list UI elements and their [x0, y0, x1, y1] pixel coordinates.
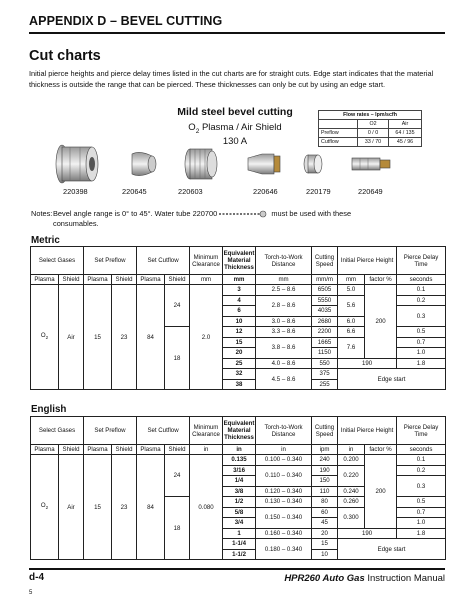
unit-cell: Plasma	[31, 275, 59, 285]
twd-cell: 4.5 – 8.6	[256, 369, 312, 390]
header-minimum-clearance: Minimum Clearance	[190, 247, 223, 275]
thickness-cell: 3/8	[223, 486, 256, 497]
unit-cell: mm	[190, 275, 223, 285]
speed-cell: 10	[312, 549, 338, 560]
edge-start-cell: Edge start	[338, 539, 446, 560]
header-set-preflow: Set Preflow	[84, 247, 137, 275]
thickness-cell: 38	[223, 379, 256, 390]
pierce-height-cell: 190	[338, 528, 397, 539]
header-set-preflow: Set Preflow	[84, 417, 137, 445]
flow-header-cell	[319, 120, 358, 129]
part-number: 220645	[122, 187, 147, 196]
shield-gas: Air	[59, 455, 84, 560]
pierce-delay-cell: 0.2	[397, 465, 446, 476]
part-number: 220398	[63, 187, 88, 196]
flow-cell: 45 / 96	[389, 138, 422, 147]
preflow-shield: 23	[112, 285, 137, 390]
pierce-delay-cell: 0.7	[397, 507, 446, 518]
thickness-cell: 3	[223, 285, 256, 296]
pierce-delay-cell: 1.8	[397, 528, 446, 539]
speed-cell: 240	[312, 455, 338, 466]
pierce-delay-cell: 1.0	[397, 348, 446, 359]
speed-cell: 15	[312, 539, 338, 550]
minimum-clearance: 2.0	[190, 285, 223, 390]
flow-cell: 64 / 135	[389, 129, 422, 138]
thickness-cell: 1	[223, 528, 256, 539]
header-equivalent-thickness: Equivalent Material Thickness	[223, 417, 256, 445]
english-cut-chart	[30, 416, 446, 560]
thickness-cell: 5/8	[223, 507, 256, 518]
header-set-cutflow: Set Cutflow	[137, 417, 190, 445]
speed-cell: 80	[312, 497, 338, 508]
cutflow-plasma: 84	[137, 285, 165, 390]
pierce-factor: 200	[365, 455, 397, 529]
header-select-gases: Select Gases	[31, 417, 84, 445]
flow-cell: 33 / 70	[358, 138, 389, 147]
thickness-cell: 1-1/4	[223, 539, 256, 550]
pierce-delay-cell: 1.8	[397, 358, 446, 369]
twd-cell: 2.8 – 8.6	[256, 295, 312, 316]
section-title: Cut charts	[29, 48, 101, 64]
pierce-delay-cell: 0.3	[397, 476, 446, 497]
speed-cell: 190	[312, 465, 338, 476]
pierce-height-cell: 0.220	[338, 465, 365, 486]
pierce-delay-cell: 0.5	[397, 497, 446, 508]
unit-cell: Shield	[165, 275, 190, 285]
flow-header-cell: Air	[389, 120, 422, 129]
pierce-delay-cell: 0.1	[397, 455, 446, 466]
manual-title: HPR260 Auto Gas Instruction Manual	[284, 573, 445, 584]
thickness-cell: 3/16	[223, 465, 256, 476]
preflow-plasma: 15	[84, 455, 112, 560]
header-equivalent-thickness: Equivalent Material Thickness	[223, 247, 256, 275]
unit-cell: Plasma	[137, 275, 165, 285]
thickness-cell: 1-1/2	[223, 549, 256, 560]
notes-text: Bevel angle range is 0° to 45°. Water tube 220700 must be used with these consumables.	[53, 209, 352, 228]
header-initial-pierce-height: Initial Pierce Height	[338, 417, 397, 445]
speed-cell: 110	[312, 486, 338, 497]
speed-cell: 20	[312, 528, 338, 539]
unit-cell: ipm	[312, 445, 338, 455]
unit-cell: seconds	[397, 445, 446, 455]
pierce-height-cell: 0.260	[338, 497, 365, 508]
header-rule	[29, 32, 445, 34]
appendix-header: APPENDIX D – BEVEL CUTTING	[29, 14, 223, 28]
process-gases: $O_2$ Plasma / Air Shield	[188, 122, 282, 135]
process-title: Mild steel bevel cutting	[177, 106, 293, 118]
speed-cell: 2200	[312, 327, 338, 338]
unit-cell: Plasma	[84, 275, 112, 285]
twd-cell: 2.5 – 8.6	[256, 285, 312, 296]
unit-cell: in	[223, 445, 256, 455]
preflow-shield: 23	[112, 455, 137, 560]
plasma-gas: $O_2$	[31, 455, 59, 560]
unit-cell: Shield	[112, 445, 137, 455]
unit-cell: factor %	[365, 445, 397, 455]
pierce-height-cell: 5.6	[338, 295, 365, 316]
pierce-height-cell: 6.6	[338, 327, 365, 338]
nozzle-icon	[248, 154, 280, 174]
twd-cell: 0.120 – 0.340	[256, 486, 312, 497]
pierce-delay-cell: 0.2	[397, 295, 446, 306]
twd-cell: 0.110 – 0.340	[256, 465, 312, 486]
twd-cell: 3.0 – 8.6	[256, 316, 312, 327]
speed-cell: 375	[312, 369, 338, 380]
twd-cell: 0.130 – 0.340	[256, 497, 312, 508]
unit-cell: Shield	[59, 445, 84, 455]
thickness-cell: 4	[223, 295, 256, 306]
cutflow-shield: 24	[165, 285, 190, 327]
thickness-cell: 32	[223, 369, 256, 380]
thickness-cell: 1/2	[223, 497, 256, 508]
twd-cell: 0.100 – 0.340	[256, 455, 312, 466]
flow-row-label: Preflow	[319, 129, 358, 138]
page-label: d-4	[29, 572, 44, 583]
part-number: 220603	[178, 187, 203, 196]
pierce-height-cell: 0.300	[338, 507, 365, 528]
thickness-cell: 15	[223, 337, 256, 348]
unit-cell: Plasma	[31, 445, 59, 455]
part-number: 220649	[358, 187, 383, 196]
edge-start-cell: Edge start	[338, 369, 446, 390]
cutflow-shield: 24	[165, 455, 190, 497]
pierce-height-cell: 190	[338, 358, 397, 369]
unit-cell: mm	[223, 275, 256, 285]
unit-cell: in	[190, 445, 223, 455]
speed-cell: 255	[312, 379, 338, 390]
pierce-height-cell: 0.200	[338, 455, 365, 466]
unit-cell: Plasma	[137, 445, 165, 455]
pierce-delay-cell: 0.5	[397, 327, 446, 338]
speed-cell: 550	[312, 358, 338, 369]
header-set-cutflow: Set Cutflow	[137, 247, 190, 275]
notes-label: Notes:	[31, 209, 53, 218]
unit-cell: Shield	[112, 275, 137, 285]
cutflow-shield: 18	[165, 497, 190, 560]
pierce-delay-cell: 0.7	[397, 337, 446, 348]
english-title: English	[31, 404, 67, 415]
shield-gas: Air	[59, 285, 84, 390]
speed-cell: 5550	[312, 295, 338, 306]
unit-cell: Shield	[165, 445, 190, 455]
metric-title: Metric	[31, 235, 60, 246]
flow-rates-caption: Flow rates – lpm/scfh	[319, 111, 422, 120]
pierce-factor: 200	[365, 285, 397, 359]
header-initial-pierce-height: Initial Pierce Height	[338, 247, 397, 275]
header-pierce-delay: Pierce Delay Time	[397, 247, 446, 275]
pierce-height-cell: 0.240	[338, 486, 365, 497]
thickness-cell: 6	[223, 306, 256, 317]
header-minimum-clearance: Minimum Clearance	[190, 417, 223, 445]
twd-cell: 0.180 – 0.340	[256, 539, 312, 560]
speed-cell: 1665	[312, 337, 338, 348]
speed-cell: 2680	[312, 316, 338, 327]
cutflow-plasma: 84	[137, 455, 165, 560]
thickness-cell: 0.135	[223, 455, 256, 466]
flow-row-label: Cutflow	[319, 138, 358, 147]
unit-cell: mm	[338, 275, 365, 285]
unit-cell: Shield	[59, 275, 84, 285]
page-number: 5	[29, 590, 33, 596]
minimum-clearance: 0.080	[190, 455, 223, 560]
speed-cell: 45	[312, 518, 338, 529]
twd-cell: 3.3 – 8.6	[256, 327, 312, 338]
unit-cell: factor %	[365, 275, 397, 285]
header-cutting-speed: Cutting Speed	[312, 417, 338, 445]
plasma-gas: $O_2$	[31, 285, 59, 390]
unit-cell: Plasma	[84, 445, 112, 455]
thickness-cell: 25	[223, 358, 256, 369]
twd-cell: 0.160 – 0.340	[256, 528, 312, 539]
process-amperage: 130 A	[222, 136, 248, 147]
speed-cell: 1150	[312, 348, 338, 359]
pierce-delay-cell: 1.0	[397, 518, 446, 529]
unit-cell: in	[338, 445, 365, 455]
shield-cap-icon	[56, 145, 98, 183]
thickness-cell: 10	[223, 316, 256, 327]
pierce-height-cell: 6.0	[338, 316, 365, 327]
twd-cell: 4.0 – 8.6	[256, 358, 312, 369]
water-tube-icon	[219, 210, 269, 218]
part-number: 220646	[253, 187, 278, 196]
swirl-ring-icon	[304, 155, 322, 173]
footer-rule	[29, 568, 445, 570]
speed-cell: 60	[312, 507, 338, 518]
shield-icon	[132, 152, 156, 175]
metric-cut-chart	[30, 246, 446, 390]
header-pierce-delay: Pierce Delay Time	[397, 417, 446, 445]
speed-cell: 4035	[312, 306, 338, 317]
pierce-height-cell: 5.0	[338, 285, 365, 296]
intro-paragraph: Initial pierce heights and pierce delay times listed in the cut charts are for straight cuts. Edge start indicates that the material thickness is outside the range that can be pierced. These thicknesses can only be cut by using an edge start.	[29, 69, 434, 89]
unit-cell: mm/m	[312, 275, 338, 285]
retaining-cap-icon	[185, 149, 217, 179]
flow-header-cell: O2	[358, 120, 389, 129]
preflow-plasma: 15	[84, 285, 112, 390]
cutflow-shield: 18	[165, 327, 190, 390]
electrode-icon	[352, 158, 390, 170]
header-cutting-speed: Cutting Speed	[312, 247, 338, 275]
twd-cell: 0.150 – 0.340	[256, 507, 312, 528]
pierce-delay-cell: 0.1	[397, 285, 446, 296]
unit-cell: mm	[256, 275, 312, 285]
part-number: 220179	[306, 187, 331, 196]
thickness-cell: 3/4	[223, 518, 256, 529]
thickness-cell: 20	[223, 348, 256, 359]
speed-cell: 6505	[312, 285, 338, 296]
thickness-cell: 12	[223, 327, 256, 338]
unit-cell: in	[256, 445, 312, 455]
consumable-parts-illustration	[40, 142, 420, 187]
header-torch-to-work: Torch-to-Work Distance	[256, 247, 312, 275]
twd-cell: 3.8 – 8.6	[256, 337, 312, 358]
flow-cell: 0 / 0	[358, 129, 389, 138]
unit-cell: seconds	[397, 275, 446, 285]
thickness-cell: 1/4	[223, 476, 256, 487]
header-torch-to-work: Torch-to-Work Distance	[256, 417, 312, 445]
pierce-height-cell: 7.6	[338, 337, 365, 358]
speed-cell: 150	[312, 476, 338, 487]
pierce-delay-cell: 0.3	[397, 306, 446, 327]
header-select-gases: Select Gases	[31, 247, 84, 275]
